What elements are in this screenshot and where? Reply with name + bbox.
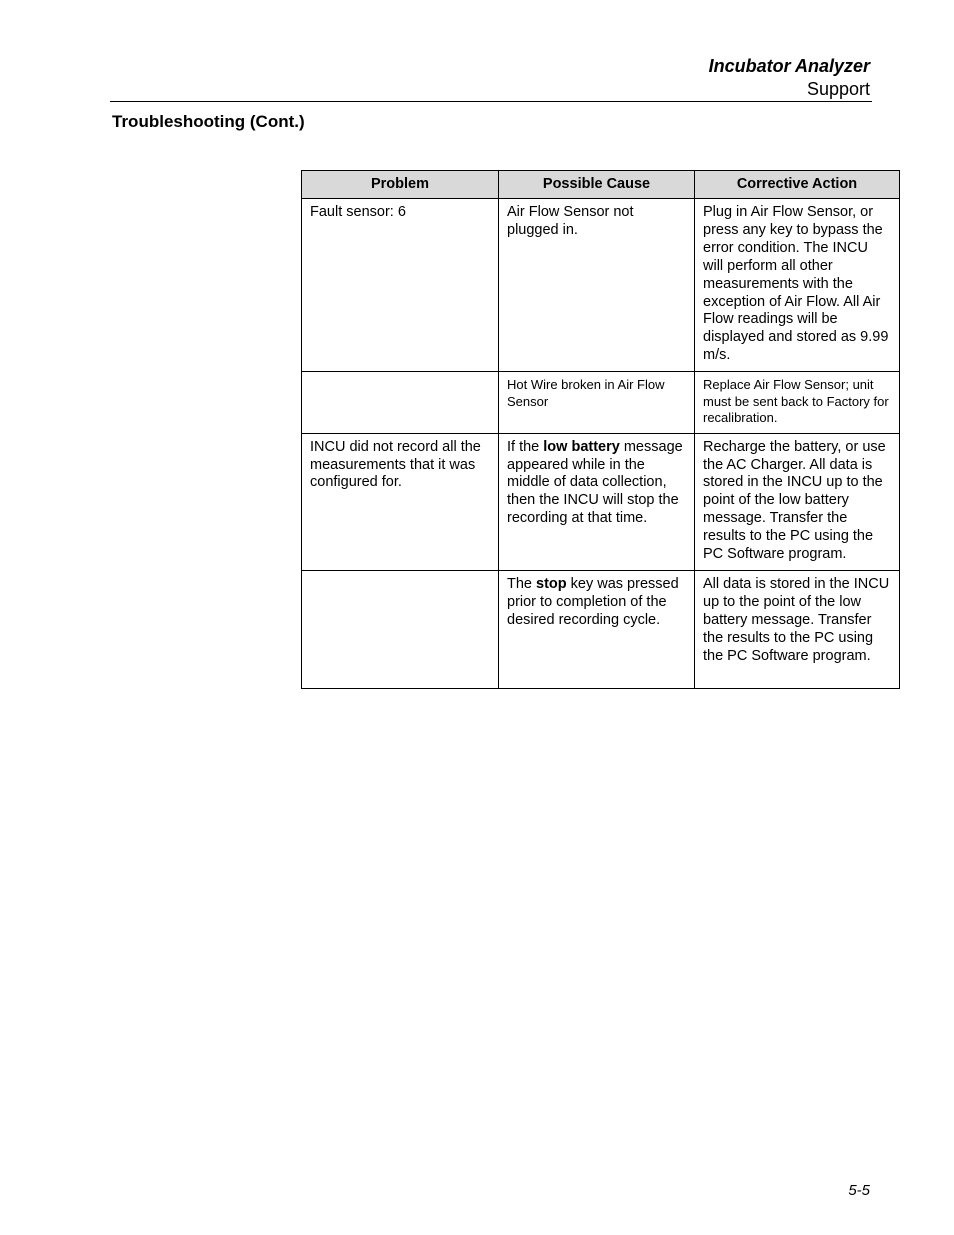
action-cell: All data is stored in the INCU up to the point of the low battery message. Transfer the results to the PC using the PC Software program. <box>695 571 900 689</box>
table-row <box>302 199 900 372</box>
cause-text: The <box>507 576 537 592</box>
action-cell: Recharge the battery, or use the AC Charger. All data is stored in the INCU up to the point of the low battery message. Transfer the results to the PC using the PC Software program. <box>695 433 900 570</box>
document-subtitle: Support <box>806 79 870 99</box>
document-title: Incubator Analyzer <box>708 56 870 76</box>
cause-text: Air Flow Sensor not plugged in. <box>507 204 634 238</box>
section-heading: Troubleshooting (Cont.) <box>112 112 305 131</box>
cause-keyword: stop <box>536 576 567 592</box>
cause-cell <box>499 571 695 689</box>
cause-keyword: low battery <box>543 438 620 455</box>
column-header-corrective-action: Corrective Action <box>695 171 900 199</box>
cause-text: If the <box>507 438 544 455</box>
table-row <box>302 571 900 689</box>
cause-cell <box>499 199 695 372</box>
column-header-problem: Problem <box>302 171 499 199</box>
action-cell: Plug in Air Flow Sensor, or press any key to bypass the error condition. The INCU will perform all other measurements with the exception of Air Flow. All Air Flow readings will be displayed and stored as 9.99 m/s. <box>695 199 900 372</box>
cause-cell <box>499 433 695 570</box>
problem-cell: INCU did not record all the measurements that it was configured for. <box>302 433 499 570</box>
problem-cell: Fault sensor: 6 <box>302 199 499 372</box>
problem-cell <box>302 372 499 434</box>
problem-cell <box>302 571 499 689</box>
troubleshooting-table <box>301 170 900 689</box>
cause-text-rest: key was pressed prior to completion of the desired recording cycle. <box>507 576 679 628</box>
action-cell: Replace Air Flow Sensor; unit must be sent back to Factory for recalibration. <box>695 372 900 434</box>
page-number: 5-5 <box>848 1182 870 1199</box>
table-row <box>302 372 900 434</box>
cause-text-rest: message appeared while in the middle of data collection, then the INCU will stop the recording at that time. <box>507 438 683 527</box>
header-divider <box>110 101 872 102</box>
cause-cell <box>499 372 695 434</box>
column-header-possible-cause: Possible Cause <box>499 171 695 199</box>
table-row <box>302 433 900 570</box>
table-header-row <box>302 171 900 199</box>
cause-text: Hot Wire broken in Air Flow Sensor <box>507 377 665 409</box>
